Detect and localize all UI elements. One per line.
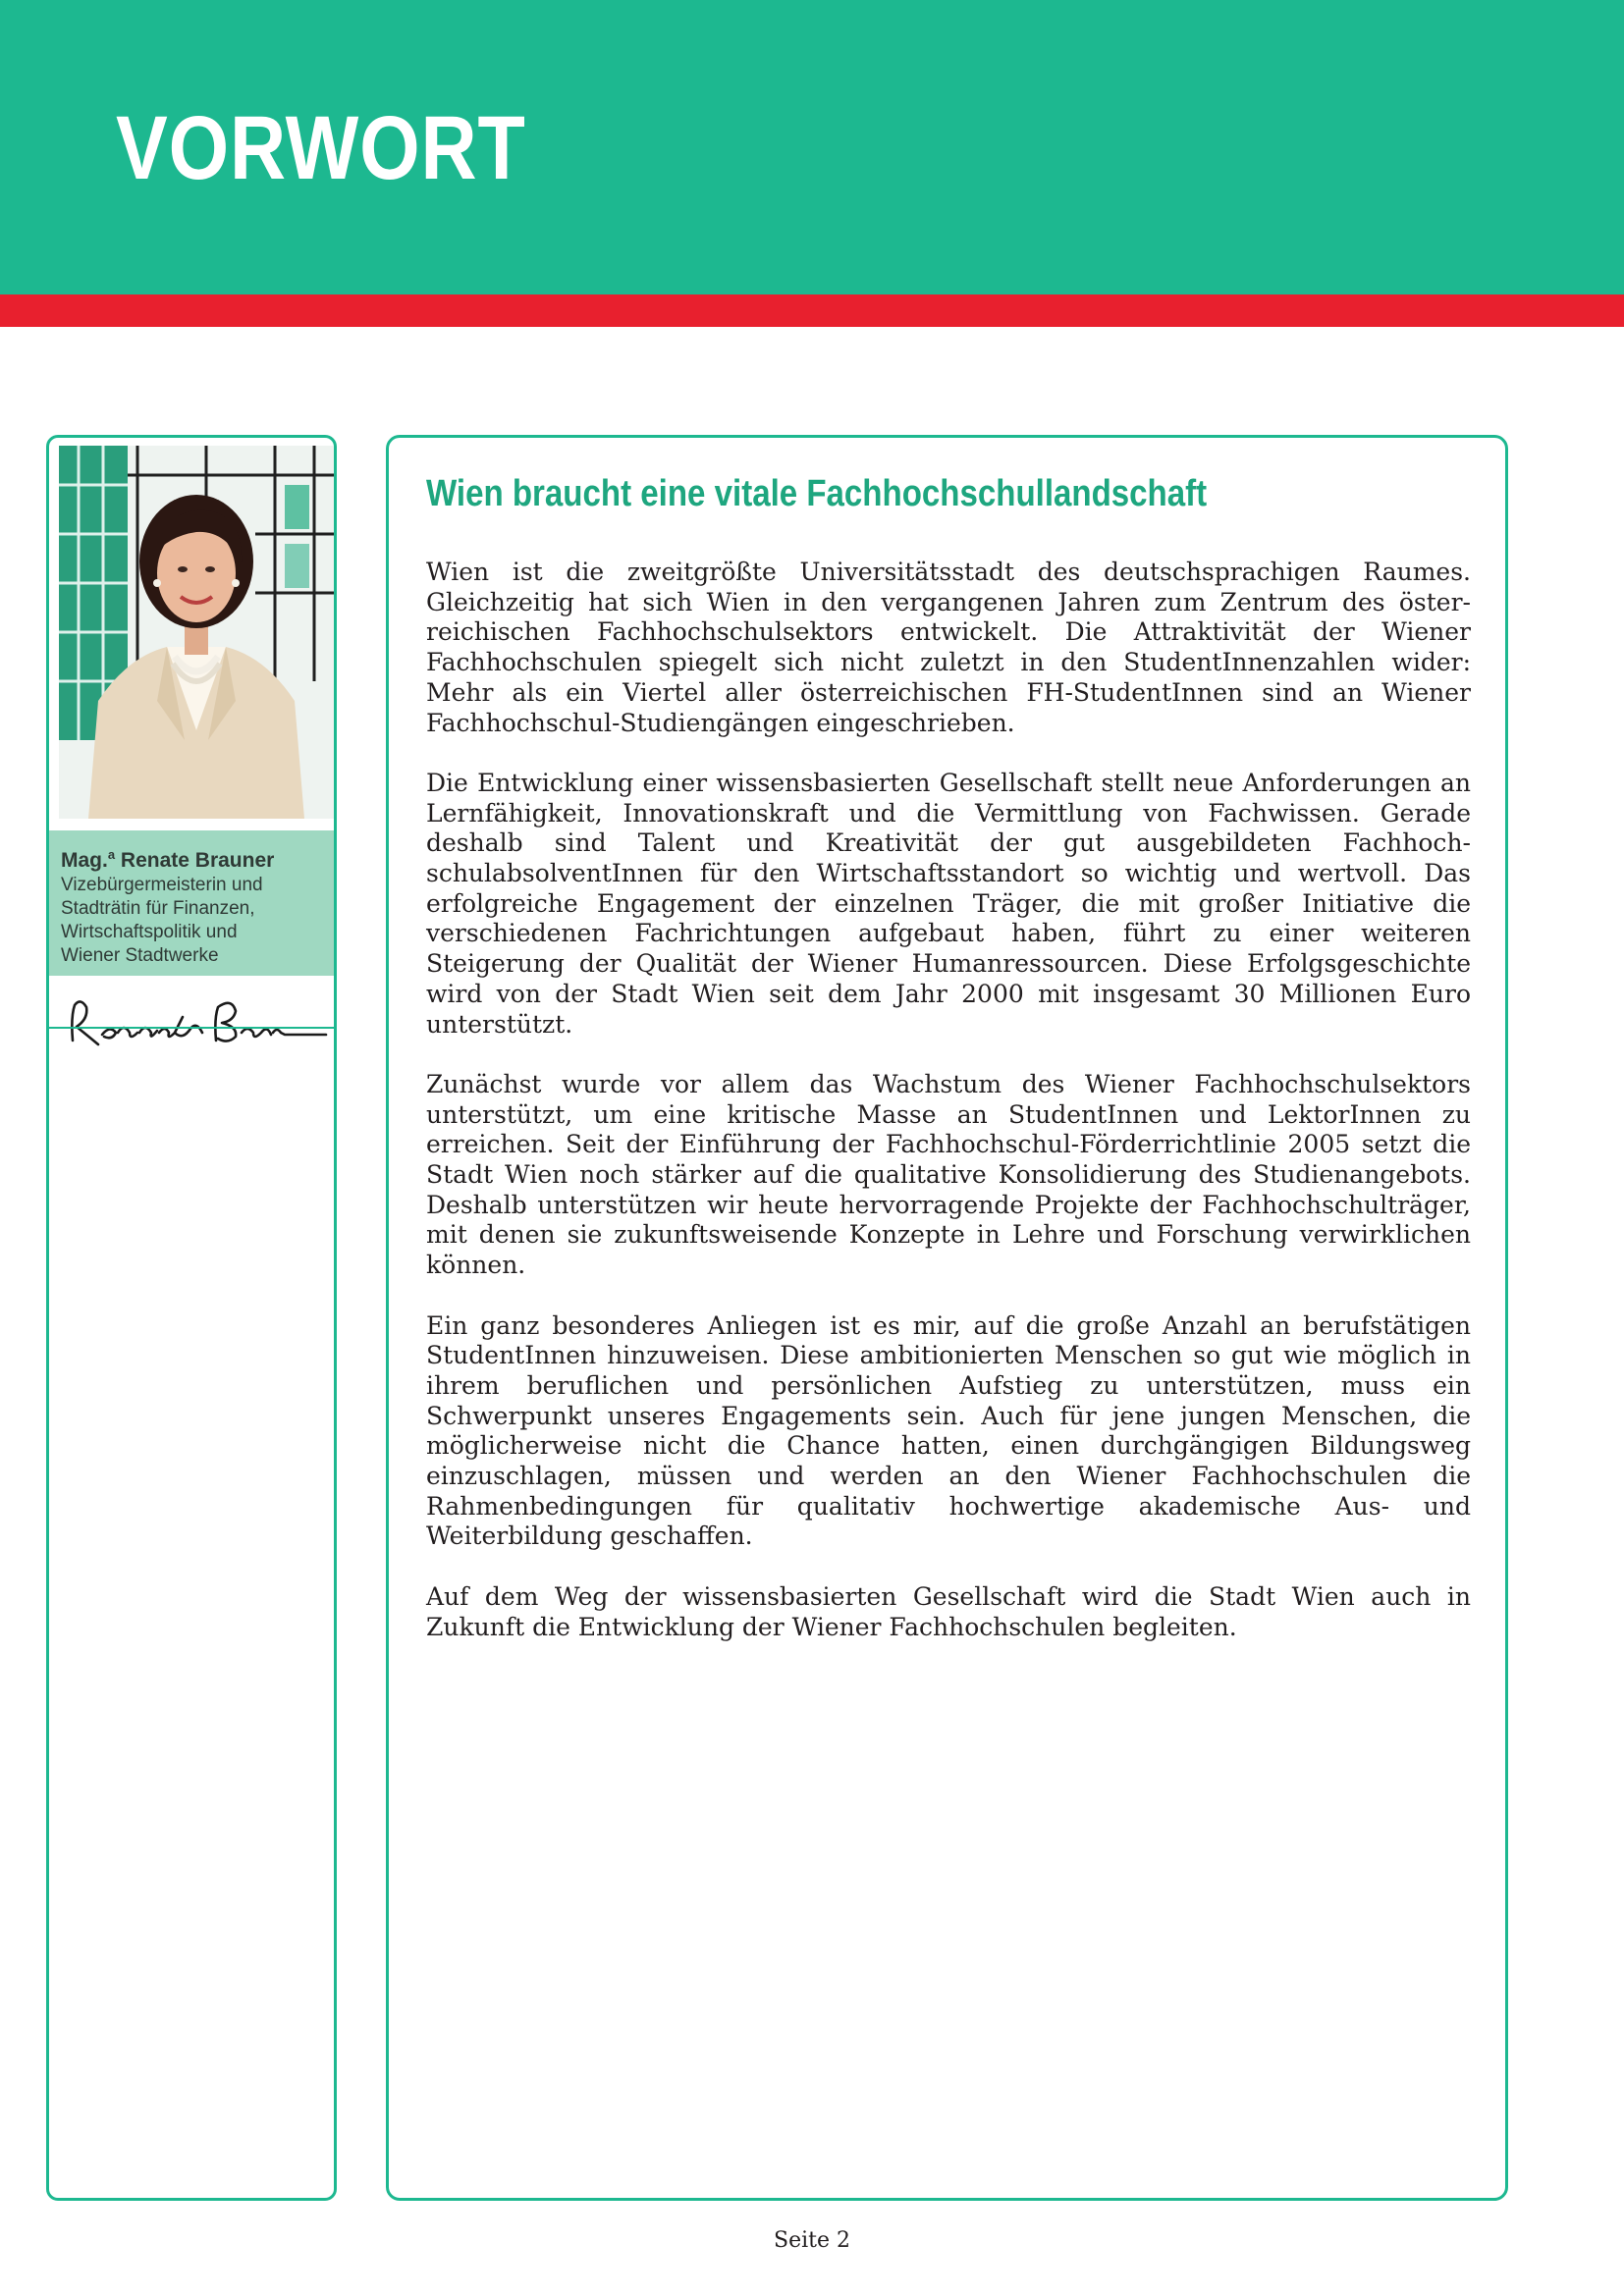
article-paragraph-5: Auf dem Weg der wissensbasierten Gesellschaft wird die Stadt Wien auch in Zukunft die Entwicklung der Wiener Fachhochschulen begleiten. bbox=[426, 1581, 1471, 1641]
page-number: Seite 2 bbox=[774, 2228, 850, 2253]
header-accent-stripe bbox=[0, 294, 1624, 327]
author-title-superscript: a bbox=[107, 847, 116, 862]
author-sidebar bbox=[46, 435, 337, 2201]
portrait-photo-icon bbox=[59, 446, 334, 819]
author-caption bbox=[49, 830, 337, 976]
article-heading: Wien braucht eine vitale Fachhochschullandschaft bbox=[426, 473, 1208, 514]
page-title: VORWORT bbox=[116, 98, 526, 198]
article-paragraph-4: Ein ganz besonderes Anliegen ist es mir, auf die große Anzahl an berufstätigen StudentInnen hinzuweisen. Diese ambitionierten Menschen so gut wie möglich in ihrem beruflichen und persönlichen Aufstieg zu unterstützen, muss ein Schwerpunkt unseres Engagements sein. Auch für jene jungen Menschen, die möglicherweise nicht die Chance hatten, einen durchgängigen Bildungsweg einzuschlagen, müssen und werden an den Wiener Fachhochschulen die Rahmenbedingungen für qualitativ hochwertige akademische Aus- und Weiterbildung geschaffen. bbox=[426, 1310, 1471, 1551]
signature-divider bbox=[49, 1027, 337, 1029]
author-title-prefix: Mag. bbox=[61, 849, 108, 872]
article-paragraph-1: Wien ist die zweitgrößte Universitätsstadt des deutschsprachigen Raumes. Gleichzeitig hat sich Wien in den vergangenen Jahren zum Zentrum des österreichischen Fachhochschulsektors entwickelt. Die Attraktivität der Wiener Fachhochschulen spiegelt sich nicht zuletzt in den StudentInnenzahlen wider: Mehr als ein Viertel aller österreichischen FH-StudentInnen sind an Wiener Fachhochschul-Studiengängen eingeschrieben. bbox=[426, 558, 1471, 737]
article-body bbox=[426, 558, 1471, 1673]
author-portrait bbox=[59, 446, 334, 819]
author-name bbox=[61, 842, 328, 874]
article-paragraph-3: Zunächst wurde vor allem das Wachstum des Wiener Fachhochschulsektors unterstützt, um eine kritische Masse an StudentInnen und LektorInnen zu erreichen. Seit der Einführung der Fachhochschul-Förderrichtlinie 2005 setzt die Stadt Wien noch stärker auf die qualitative Konsolidierung des Studienangebots. Deshalb unterstützen wir heute hervorragende Projekte der Fachhochschulträger, mit denen sie zukunftsweisende Konzepte in Lehre und Forschung verwirklichen können. bbox=[426, 1069, 1471, 1280]
article-box bbox=[386, 435, 1508, 2201]
header-band bbox=[0, 0, 1624, 294]
article-paragraph-2: Die Entwicklung einer wissensbasierten Gesellschaft stellt neue Anforderungen an Lernfähigkeit, Innovationskraft und die Vermittlung von Fachwissen. Gerade deshalb sind Talent und Kreativität der gut ausgebildeten FachhochschulabsolventInnen für den Wirtschaftsstandort so wichtig und wertvoll. Das erfolgreiche Engagement der einzelnen Träger, die mit großer Initiative die verschiedenen Fachrichtungen aufgebaut haben, führt zu einer weiteren Steigerung der Qualität der Wiener Humanressourcen. Diese Erfolgsgeschichte wird von der Stadt Wien seit dem Jahr 2000 mit insgesamt 30 Millionen Euro unterstützt. bbox=[426, 768, 1471, 1039]
author-role: Vizebürgermeisterin und Stadträtin für Finanzen, Wirtschaftspolitik und Wiener Stadtwerke bbox=[61, 875, 263, 966]
author-name-text: Renate Brauner bbox=[120, 849, 275, 872]
